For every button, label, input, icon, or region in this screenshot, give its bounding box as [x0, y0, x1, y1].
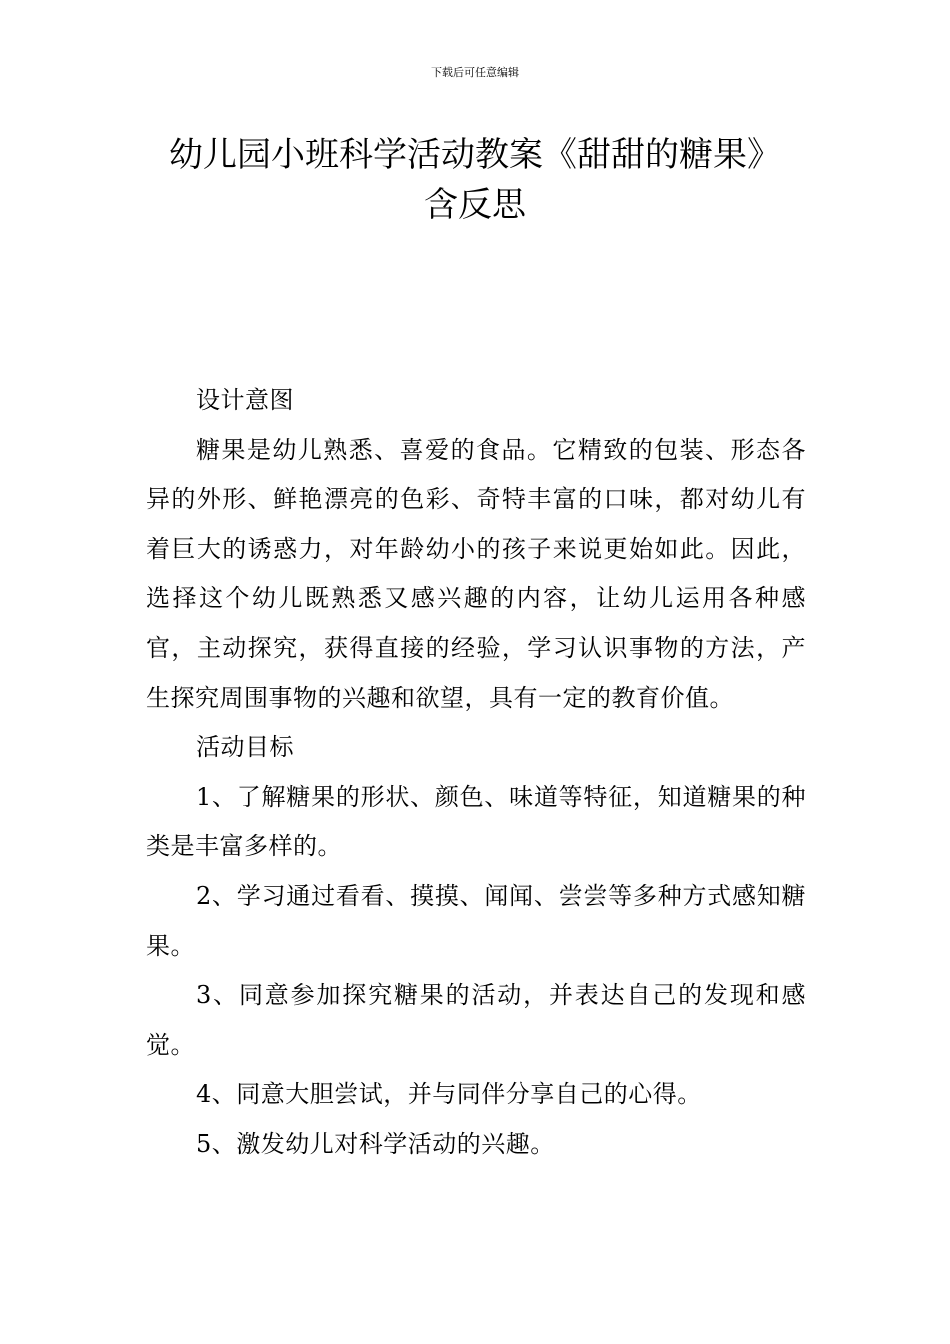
- title-line-1: 幼儿园小班科学活动教案《甜甜的糖果》: [169, 135, 781, 175]
- goal-item-3: 3、同意参加探究糖果的活动，并表达自己的发现和感觉。: [146, 981, 806, 1059]
- section-heading-design-intent: 设计意图: [196, 386, 294, 414]
- document-title: [60, 130, 890, 230]
- section-heading-activity-goals: 活动目标: [196, 733, 294, 762]
- goal-item-2: 2、学习通过看看、摸摸、闻闻、尝尝等多种方式感知糖果。: [146, 881, 806, 960]
- paragraph-design-intent: 糖果是幼儿熟悉、喜爱的食品。它精致的包装、形态各异的外形、鲜艳漂亮的色彩、奇特丰富的口味，都对幼儿有着巨大的诱惑力，对年龄幼小的孩子来说更始如此。因此，选择这个幼儿既熟悉又感兴趣的内容，让幼儿运用各种感官，主动探究，获得直接的经验，学习认识事物的方法，产生探究周围事物的兴趣和欲望，具有一定的教育价值。: [146, 435, 806, 712]
- header-note: 下载后可任意编辑: [431, 66, 519, 79]
- goal-item-5: 5、激发幼儿对科学活动的兴趣。: [196, 1129, 555, 1158]
- title-line-2: 含反思: [424, 185, 526, 225]
- document-body: [146, 376, 806, 1170]
- goal-item-1: 1、了解糖果的形状、颜色、味道等特征，知道糖果的种类是丰富多样的。: [146, 782, 806, 861]
- goal-item-4: 4、同意大胆尝试，并与同伴分享自己的心得。: [196, 1080, 702, 1109]
